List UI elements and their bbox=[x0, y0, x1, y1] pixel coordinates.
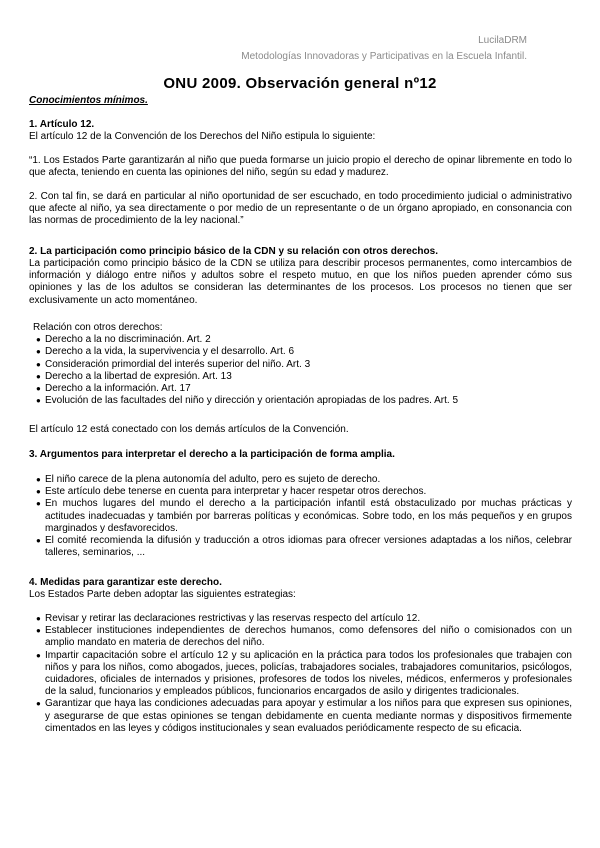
header-course: Metodologías Innovadoras y Participativas en la Escuela Infantil. bbox=[241, 51, 527, 62]
section-3-heading: 3. Argumentos para interpretar el derecho a la participación de forma amplia. bbox=[29, 449, 395, 460]
list-item: ● Derecho a la libertad de expresión. Art. 13 bbox=[36, 371, 572, 383]
list-item: ● Establecer instituciones independientes de derechos humanos, como defensores del niño o comisionados con un amplio mandato en materia de derechos del niño. bbox=[36, 625, 572, 649]
section-1-paragraph-2: 2. Con tal fin, se dará en particular al niño oportunidad de ser escuchado, en todo procedimiento judicial o administrativo que afecte al niño, ya sea directamente o por medio de un representante o de un órgano apropiado, en consonancia con las normas de procedimiento de la ley nacional.” bbox=[29, 191, 572, 227]
section-4-list bbox=[36, 613, 572, 735]
section-1 bbox=[29, 119, 572, 143]
section-1-intro: El artículo 12 de la Convención de los Derechos del Niño estipula lo siguiente: bbox=[29, 131, 376, 143]
list-item: ● Revisar y retirar las declaraciones restrictivas y las reservas respecto del artículo 12. bbox=[36, 613, 572, 625]
section-1-paragraph-1: “1. Los Estados Parte garantizarán al niño que pueda formarse un juicio propio el derecho de opinar libremente en todo lo que afecta, teniendo en cuenta las opiniones del niño, según su edad y madurez. bbox=[29, 155, 572, 179]
list-item: ● Evolución de las facultades del niño y dirección y orientación apropiadas de los padres. Art. 5 bbox=[36, 395, 572, 407]
section-4 bbox=[29, 577, 572, 601]
section-2-body: La participación como principio básico de la CDN se utiliza para describir procesos permanentes, como intercambios de información y diálogo entre niños y adultos sobre el respeto mutuo, en que los niños pueden aprender cómo sus opiniones y las de los adultos se consideran las determinantes de los procesos. Los procesos no tienen que ser exclusivamente un acto momentáneo. bbox=[29, 258, 572, 306]
list-item: ● En muchos lugares del mundo el derecho a la participación infantil está obstaculizado por muchas prácticas y actitudes inadecuadas y también por barreras políticas y económicas. Sobre todo, en los más pequeños y en grupos marginados y desfavorecidos. bbox=[36, 498, 572, 535]
section-4-heading: 4. Medidas para garantizar este derecho. bbox=[29, 577, 222, 588]
header-author: LucilaDRM bbox=[478, 35, 527, 46]
section-1-heading: 1. Artículo 12. bbox=[29, 119, 95, 130]
list-item: ● Este artículo debe tenerse en cuenta para interpretar y hacer respetar otros derechos. bbox=[36, 486, 572, 498]
section-2-closing: El artículo 12 está conectado con los demás artículos de la Convención. bbox=[29, 424, 349, 435]
list-item: ● Derecho a la no discriminación. Art. 2 bbox=[36, 334, 572, 346]
list-item: ● Consideración primordial del interés superior del niño. Art. 3 bbox=[36, 359, 572, 371]
list-item: ● Impartir capacitación sobre el artículo 12 y su aplicación en la práctica para todos los profesionales que trabajen con niños y para los niños, como abogados, jueces, policías, trabajadores sociales, trabajadores comunitarios, psicólogos, cuidadores, oficiales de internados y prisiones, profesores de todos los niveles, médicos, enfermeros y profesionales de la salud, funcionarios y empleados públicos, funcionarios encargados de asilo y dirigentes tradicionales. bbox=[36, 650, 572, 699]
subheading: Conocimientos mínimos. bbox=[29, 95, 148, 106]
document-title: ONU 2009. Observación general nº12 bbox=[163, 75, 437, 92]
section-2-heading: 2. La participación como principio básico de la CDN y su relación con otros derechos. bbox=[29, 246, 438, 257]
section-3-list bbox=[36, 474, 572, 559]
list-item: ● El niño carece de la plena autonomía del adulto, pero es sujeto de derecho. bbox=[36, 474, 572, 486]
section-4-intro: Los Estados Parte deben adoptar las siguientes estrategias: bbox=[29, 589, 296, 601]
list-item: ● Garantizar que haya las condiciones adecuadas para apoyar y estimular a los niños para que expresen sus opiniones, y asegurarse de que estas opiniones se tengan debidamente en cuenta mediante normas y dispositivos firmemente cimentados en las leyes y códigos institucionales y sean evaluados periódicamente respecto de su eficacia. bbox=[36, 698, 572, 735]
list-item: ● El comité recomienda la difusión y traducción a otros idiomas para ofrecer versiones adaptadas a los niños, celebrar talleres, seminarios, ... bbox=[36, 535, 572, 559]
section-4-list-block bbox=[29, 613, 572, 735]
section-2-list bbox=[36, 334, 572, 407]
section-2-list-block bbox=[29, 322, 572, 407]
list-item: ● Derecho a la información. Art. 17 bbox=[36, 383, 572, 395]
section-2-list-title: Relación con otros derechos: bbox=[33, 322, 163, 333]
list-item: ● Derecho a la vida, la supervivencia y el desarrollo. Art. 6 bbox=[36, 346, 572, 358]
section-3-list-block bbox=[29, 474, 572, 559]
